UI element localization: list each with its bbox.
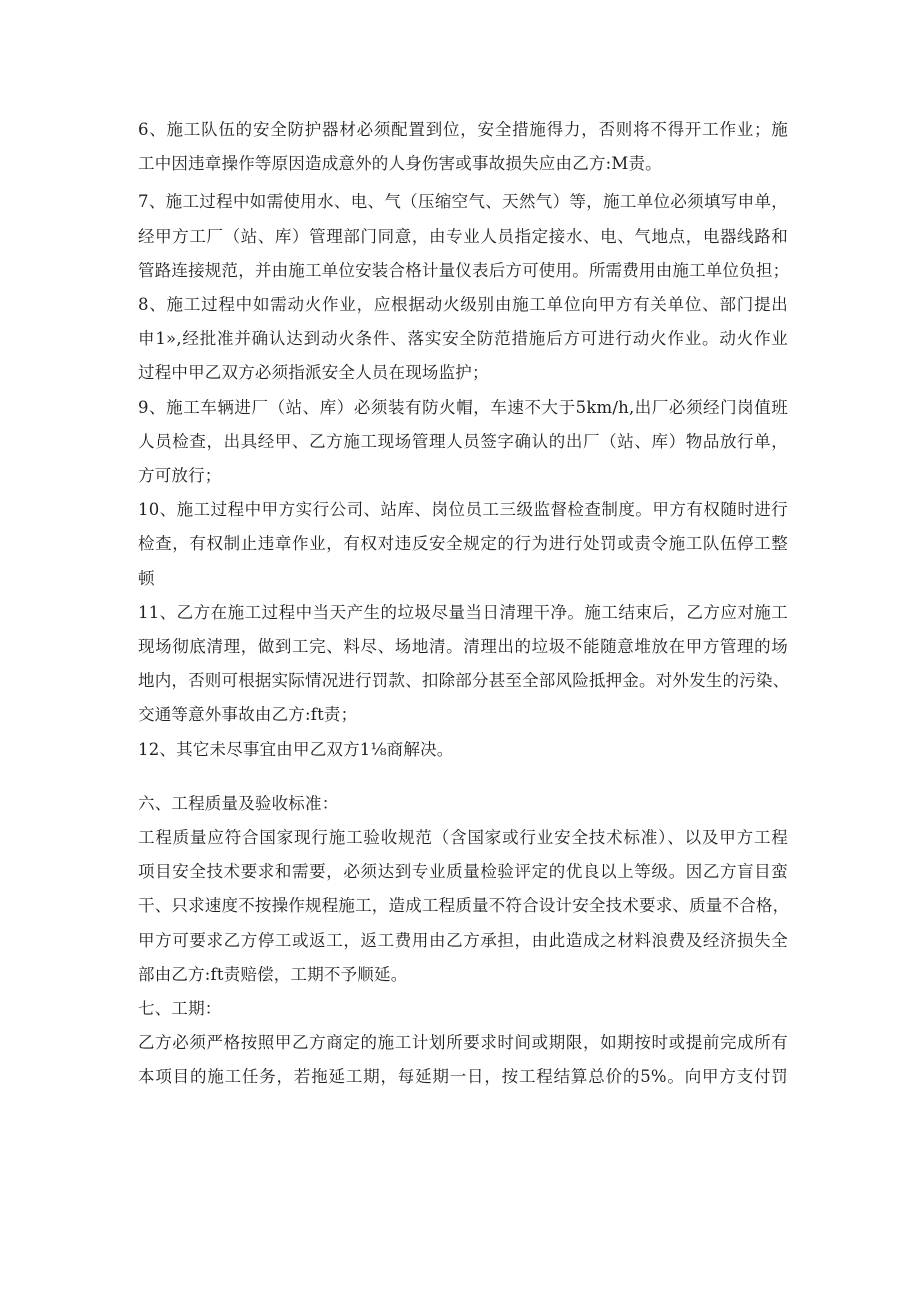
text-line: 现场彻底清理，做到工完、料尽、场地清。清理出的垃圾不能随意堆放在甲方管理的场	[138, 637, 788, 657]
text-line: 交通等意外事故由乙方:ft责；	[138, 705, 358, 725]
text-line: 11、乙方在施工过程中当天产生的垃圾尽量当日清理干净。施工结束后，乙方应对施工	[138, 602, 788, 622]
text-line: 乙方必须严格按照甲乙方商定的施工计划所要求时间或期限，如期按时或提前完成所有	[138, 1033, 788, 1053]
text-line: 工中因违章操作等原因造成意外的人身伤害或事故损失应由乙方:M责。	[138, 154, 662, 174]
text-line: 项目安全技术要求和需要，必须达到专业质量检验评定的优良以上等级。因乙方盲目蛮	[138, 862, 788, 882]
text-line: 经甲方工厂（站、库）管理部门同意，由专业人员指定接水、电、气地点，电器线路和	[138, 226, 788, 246]
text-line: 8、施工过程中如需动火作业，应根据动火级别由施工单位向甲方有关单位、部门提出	[138, 295, 788, 315]
text-line: 过程中甲乙双方必须指派安全人员在现场监护；	[138, 363, 489, 383]
text-line: 干、只求速度不按操作规程施工，造成工程质量不符合设计安全技术要求、质量不合格，	[138, 896, 790, 916]
section-heading: 六、工程质量及验收标准：	[138, 793, 339, 813]
section-heading: 七、工期：	[138, 999, 222, 1019]
text-line: 方可放行；	[138, 466, 222, 486]
text-line: 甲方可要求乙方停工或返工，返工费用由乙方承担，由此造成之材料浪费及经济损失全	[138, 930, 788, 950]
text-line: 顿	[138, 568, 155, 588]
document-body	[138, 113, 788, 1095]
text-line: 申1»,经批准并确认达到动火条件、落实安全防范措施后方可进行动火作业。动火作业	[138, 329, 788, 349]
text-line: 地内，否则可根据实际情况进行罚款、扣除部分甚至全部风险抵押金。对外发生的污染、	[138, 671, 790, 691]
text-line: 检查，有权制止违章作业，有权对违反安全规定的行为进行处罚或责令施工队伍停工整	[138, 534, 788, 554]
text-line: 9、施工车辆进厂（站、库）必须装有防火帽，车速不大于5km∕h,出厂必须经门岗值班	[138, 397, 788, 417]
text-line: 本项目的施工任务，若拖延工期，每延期一日，按工程结算总价的5%。向甲方支付罚	[138, 1067, 788, 1087]
text-line: 工程质量应符合国家现行施工验收规范（含国家或行业安全技术标准）、以及甲方工程	[138, 828, 788, 848]
text-line: 7、施工过程中如需使用水、电、气（压缩空气、天然气）等，施工单位必须填写申单，	[138, 192, 788, 212]
text-line: 管路连接规范，并由施工单位安装合格计量仪表后方可使用。所需费用由施工单位负担；	[138, 260, 790, 280]
text-line: 10、施工过程中甲方实行公司、站库、岗位员工三级监督检查制度。甲方有权随时进行	[138, 500, 788, 520]
text-line: 人员检查，出具经甲、乙方施工现场管理人员签字确认的出厂（站、库）物品放行单，	[138, 431, 788, 451]
text-line: 6、施工队伍的安全防护器材必须配置到位，安全措施得力，否则将不得开工作业；施	[138, 120, 788, 139]
text-line: 12、其它未尽事宜由甲乙双方1⅛商解决。	[138, 739, 454, 759]
text-line: 部由乙方:ft责赔偿，工期不予顺延。	[138, 964, 408, 984]
